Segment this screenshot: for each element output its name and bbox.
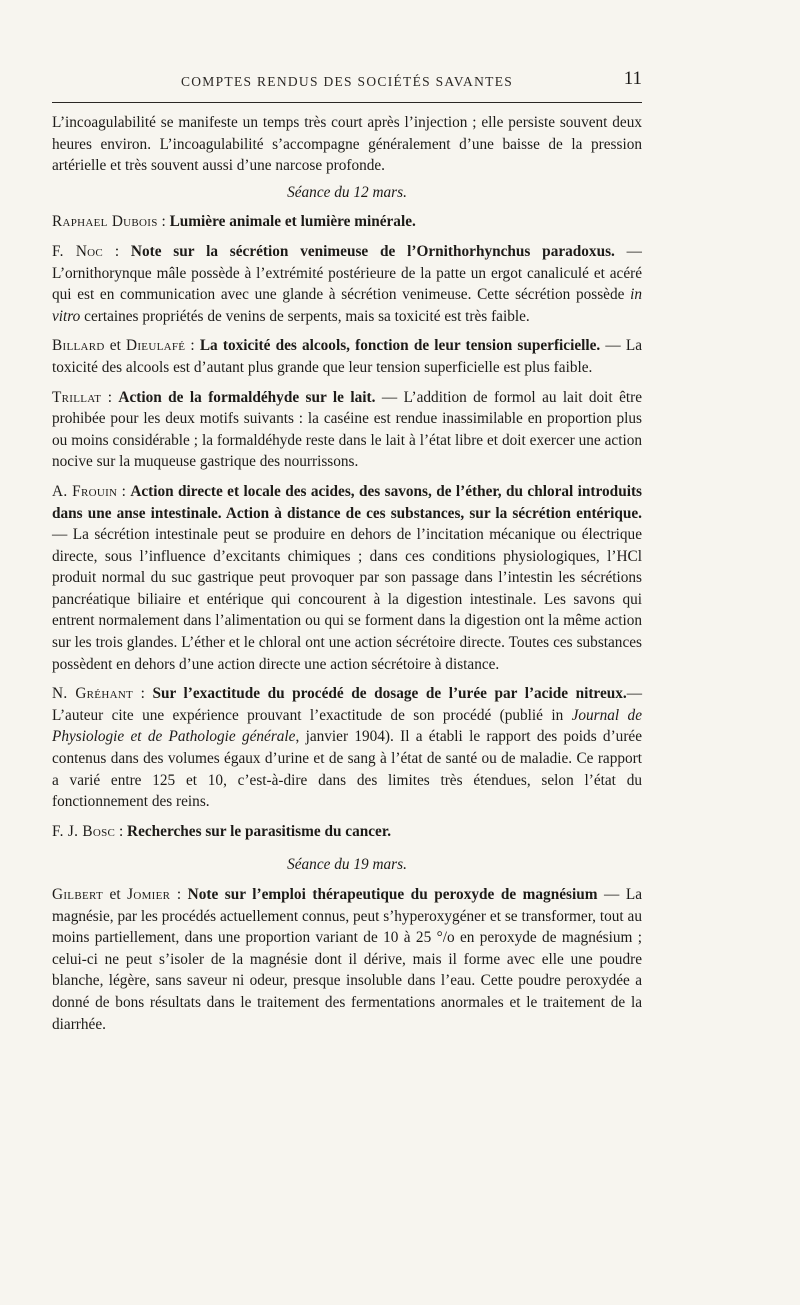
entry-text: certaines propriétés de venins de serpents, mais sa toxicité est très faible. (80, 307, 530, 325)
entry-grehant (52, 683, 642, 813)
entry-text: — L’auteur cite une expérience prouvant l’exactitude de son procédé (publié in (52, 685, 643, 724)
page-body (52, 112, 642, 1035)
entry-text: , janvier 1904). Il a établi le rapport des poids d’urée contenus dans des volumes égaux d’urine et de sang à l’état de santé ou de maladie. Ce rapport a varié entre 125 et 10, c’est-à-dire dans des limites très étendues, selon l’état du fonctionnement des reins. (52, 728, 642, 811)
author-name: Raphael Dubois (52, 213, 158, 231)
seance-heading-19-mars: Séance du 19 mars. (287, 856, 407, 874)
page-header (52, 68, 642, 103)
conjunction: et (102, 886, 128, 903)
entry-title: Note sur l’emploi thérapeutique du peroxyde de magnésium (187, 886, 598, 903)
author-name: F. J. Bosc (52, 822, 116, 840)
entry-text: — La magnésie, par les procédés actuellement connus, peut s’hyperoxygéner et se transformer, tout au moins partiellement, dans une proportion variant de 10 à 25 °/o en peroxyde de magnésium ; celui-ci ne peut s’isoler de la magnésie dont il dérive, mais il forme avec elle une poudre blanche, légère, sans saveur ni odeur, presque insoluble dans l’eau. Cette poudre peroxydée a donné de bons résultats dans le traitement des fermentations anormales et le traitement de la diarrhée. (52, 886, 642, 1033)
author-name: Trillat (52, 388, 102, 406)
page-number: 11 (623, 68, 642, 89)
entry-noc (52, 241, 642, 327)
conjunction: et (104, 337, 126, 355)
entry-text: — L’ornithorynque mâle possède à l’extrémité postérieure de la patte un ergot canaliculé et acéré qui est en communication avec une glande à sécrétion venimeuse. Cette sécrétion possède (52, 242, 642, 304)
author-name: N. Gréhant (52, 685, 134, 703)
separator: : (170, 886, 188, 903)
author-name: Gilbert (52, 886, 103, 903)
entry-dubois (52, 211, 642, 233)
author-name: Billard (52, 337, 105, 355)
separator: : (185, 337, 200, 355)
separator: : (115, 822, 128, 840)
entry-text: — L’addition de formol au lait doit être prohibée pour les deux motifs suivants : la caséine est rendue inassimilable en proportion plus ou moins considérable ; la formaldéhyde reste dans le lait à l’état libre et doit exercer une action nocive sur la muqueuse gastrique des nourrissons. (52, 388, 643, 471)
entry-text: — La toxicité des alcools est d’autant plus grande que leur tension superficielle est plus faible. (52, 337, 642, 376)
entry-title: Action directe et locale des acides, des savons, de l’éther, du chloral introduits dans une anse intestinale. Action à distance de ces substances, sur la sécrétion entérique. (52, 482, 642, 522)
paragraph-incoagulabilite: L’incoagulabilité se manifeste un temps très court après l’injection ; elle persiste souvent deux heures environ. L’incoagulabilité s’accompagne généralement d’une baisse de la pression artérielle et très souvent aussi d’une narcose profonde. (52, 114, 642, 175)
separator: : (133, 685, 153, 703)
seance-heading-12-mars: Séance du 12 mars. (287, 183, 407, 201)
entry-trillat (52, 387, 642, 473)
author-name: Jomier (127, 886, 171, 903)
entry-text: — La sécrétion intestinale peut se produire en dehors de l’incitation mécanique ou électrique directe, sous l’influence d’excitants chimiques ; dans ces conditions physiologiques, l’HCl produit normal du suc gastrique peut provoquer par son passage dans l’intestin les sécrétions pancréatique biliaire et entérique qui concourent à la digestion intestinale. Les savons qui entrent normalement dans l’alimentation ou qui se forment dans la digestion ont la même action sur les trois glandes. L’éther et le chloral ont une action sécrétoire directe. Toutes ces substances possèdent en dehors d’une action directe une action sécrétoire à distance. (52, 526, 642, 673)
entry-title: Sur l’exactitude du procédé de dosage de l’urée par l’acide nitreux. (152, 685, 627, 703)
entry-title: Lumière animale et lumière minérale. (169, 213, 416, 231)
entry-bosc (52, 821, 642, 843)
separator: : (101, 388, 119, 406)
entry-billard-dieulafe (52, 335, 642, 378)
entry-text-italic: in vitro (52, 286, 642, 325)
entry-title: Action de la formaldéhyde sur le lait. (118, 388, 376, 406)
separator: : (157, 213, 170, 231)
entry-text-italic: Journal de Physiologie et de Pathologie générale (52, 706, 642, 746)
entry-frouin (52, 481, 642, 675)
entry-title: Recherches sur le parasitisme du cancer. (127, 822, 392, 840)
author-name: A. Frouin (52, 482, 118, 500)
author-name: Dieulafé (126, 337, 186, 355)
entry-title: La toxicité des alcools, fonction de leur tension superficielle. (199, 337, 601, 355)
entry-title: Note sur la sécrétion venimeuse de l’Ornithorhynchus paradoxus. (130, 242, 615, 260)
separator: : (117, 482, 131, 500)
separator: : (103, 242, 131, 260)
entry-gilbert-jomier (52, 884, 642, 1035)
author-name: F. Noc (52, 242, 104, 260)
running-title: COMPTES RENDUS DES SOCIÉTÉS SAVANTES (180, 74, 514, 89)
